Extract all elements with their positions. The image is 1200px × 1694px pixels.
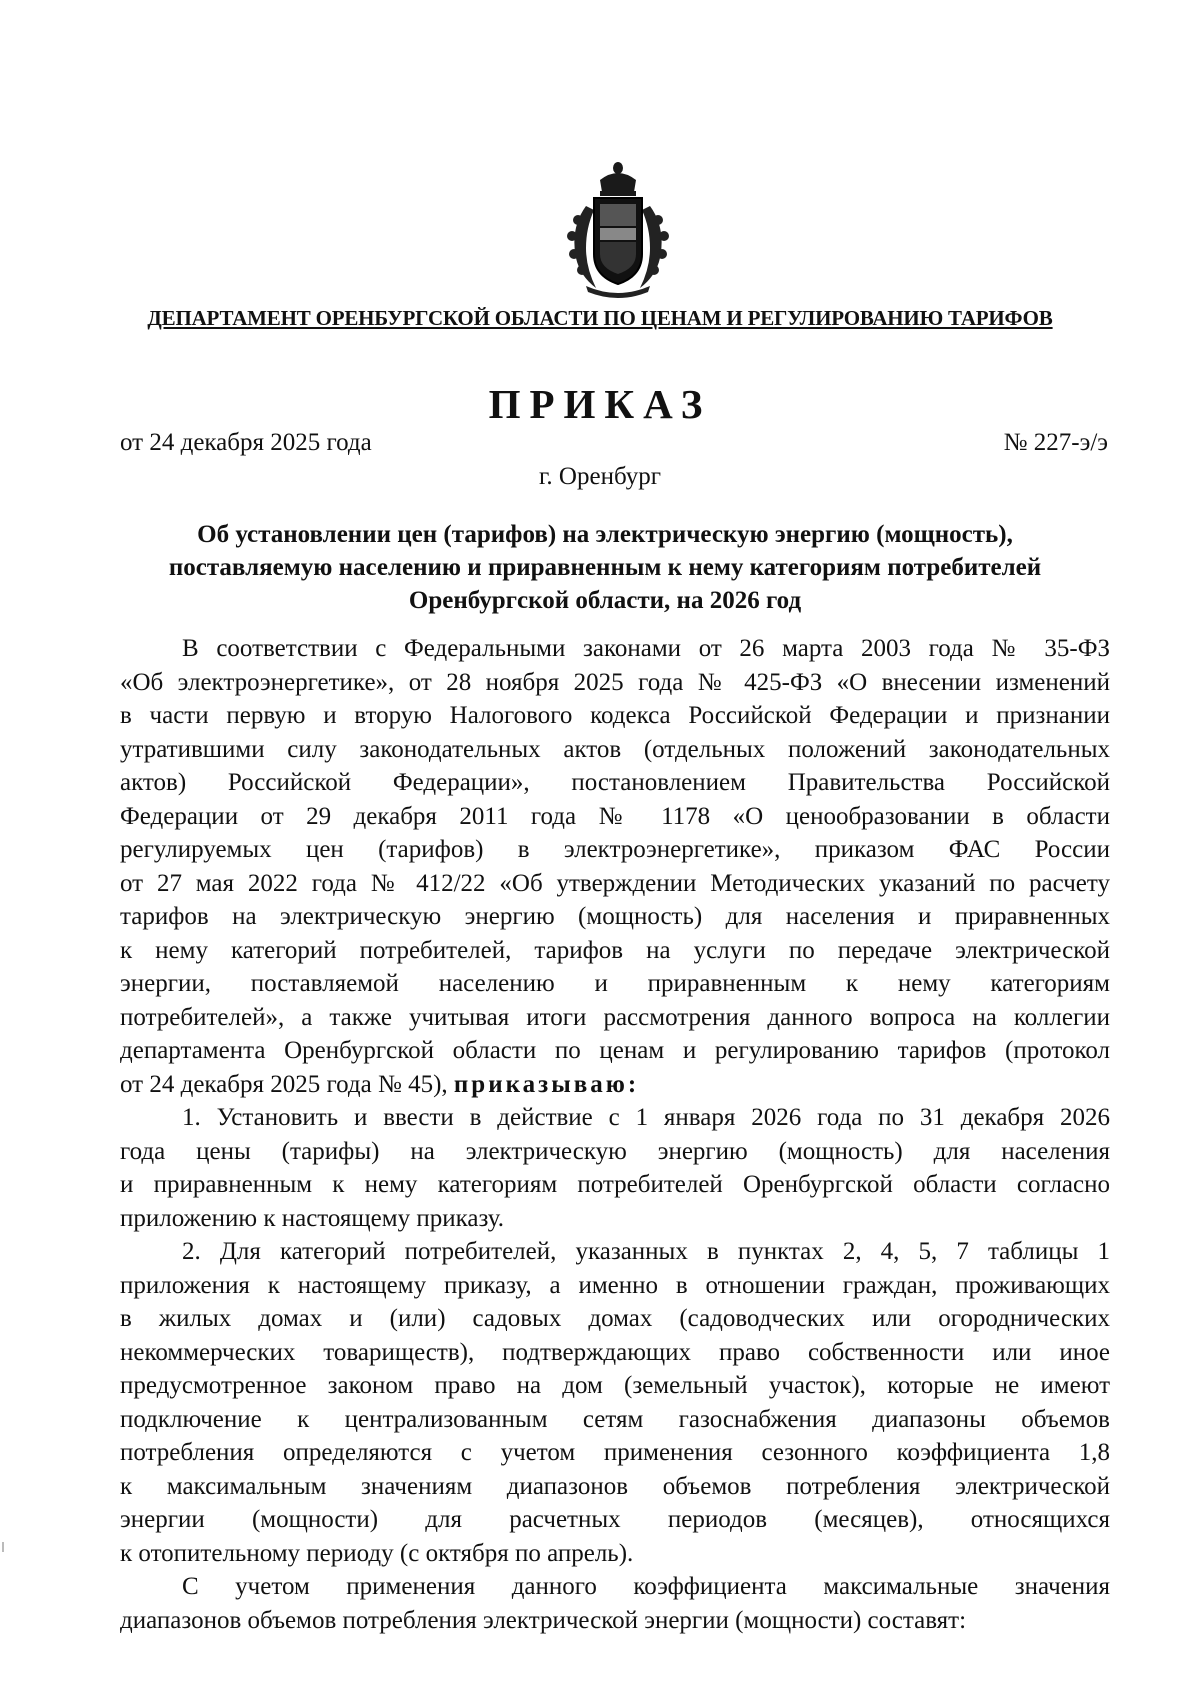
body-line: потребителей», а также учитывая итоги рассмотрения данного вопроса на коллегии (120, 1003, 1110, 1031)
document-city: г. Оренбург (539, 463, 661, 490)
title-line: поставляемую населению и приравненным к нему категориям потребителей (168, 554, 1042, 581)
body-line: и приравненным к нему категориям потребителей Оренбургской области согласно (120, 1171, 1110, 1198)
body-line: к нему категорий потребителей, тарифов на услуги по передаче электрической (120, 936, 1110, 964)
document-date: от 24 декабря 2025 года (120, 429, 372, 456)
body-line: актов) Российской Федерации», постановлением Правительства Российской (120, 769, 1110, 796)
body-line: к отопительному периоду (с октября по апрель). (120, 1539, 634, 1567)
body-line: 2. Для категорий потребителей, указанных в пунктах 2, 4, 5, 7 таблицы 1 (182, 1238, 1110, 1265)
body-line: С учетом применения данного коэффициента максимальные значения (182, 1573, 1110, 1600)
body-line: «Об электроэнергетике», от 28 ноября 2025 года № 425-ФЗ «О внесении изменений (120, 668, 1110, 696)
body-line: утратившими силу законодательных актов (отдельных положений законодательных (120, 735, 1110, 763)
document-type-heading: ПРИКАЗ (488, 381, 712, 427)
document-number: № 227-э/э (1003, 429, 1108, 456)
document-body (120, 632, 1110, 1637)
title-line: Об установлении цен (тарифов) на электрическую энергию (мощность), (197, 521, 1013, 548)
scan-edge-mark (2, 1542, 4, 1552)
coat-of-arms-icon (556, 158, 680, 298)
body-line: департамента Оренбургской области по ценам и регулированию тарифов (протокол (120, 1037, 1110, 1064)
decree-word: приказываю: (453, 1070, 640, 1098)
body-line: приложения к настоящему приказу, а именно в отношении граждан, проживающих (120, 1271, 1110, 1299)
document-title (130, 518, 1080, 617)
body-line: тарифов на электрическую энергию (мощность) для населения и приравненных (120, 903, 1110, 930)
body-line: года цены (тарифы) на электрическую энергию (мощность) для населения (120, 1137, 1110, 1165)
body-line: Федерации от 29 декабря 2011 года № 1178 «О ценообразовании в области (120, 802, 1110, 830)
body-line: потребления определяются с учетом применения сезонного коэффициента 1,8 (120, 1439, 1110, 1466)
body-line: энергии (мощности) для расчетных периодов (месяцев), относящихся (120, 1506, 1110, 1533)
body-line: в части первую и вторую Налогового кодекса Российской Федерации и признании (120, 702, 1110, 729)
department-name: ДЕПАРТАМЕНТ ОРЕНБУРГСКОЙ ОБЛАСТИ ПО ЦЕНАМ И РЕГУЛИРОВАНИЮ ТАРИФОВ (147, 306, 1053, 330)
body-line: диапазонов объемов потребления электрической энергии (мощности) составят: (120, 1606, 967, 1634)
body-line: к максимальным значениям диапазонов объемов потребления электрической (120, 1472, 1110, 1500)
body-line: от 27 мая 2022 года № 412/22 «Об утверждении Методических указаний по расчету (120, 869, 1110, 897)
body-line: предусмотренное законом право на дом (земельный участок), которые не имеют (120, 1372, 1110, 1399)
body-line: 1. Установить и ввести в действие с 1 января 2026 года по 31 декабря 2026 (182, 1104, 1110, 1131)
body-line: некоммерческих товариществ), подтверждающих право собственности или иное (120, 1338, 1110, 1366)
body-line: регулируемых цен (тарифов) в электроэнергетике», приказом ФАС России (120, 836, 1110, 863)
body-line: В соответствии с Федеральными законами от 26 марта 2003 года № 35-ФЗ (182, 635, 1110, 662)
body-line: подключение к централизованным сетям газоснабжения диапазоны объемов (120, 1405, 1110, 1433)
title-line: Оренбургской области, на 2026 год (408, 587, 802, 614)
body-line-decree (120, 1068, 1110, 1102)
body-line: энергии, поставляемой населению и приравненным к нему категориям (120, 970, 1110, 997)
body-line-text: от 24 декабря 2025 года № 45), (120, 1070, 448, 1098)
body-line: в жилых домах и (или) садовых домах (садоводческих или огороднических (120, 1305, 1110, 1332)
body-line: приложению к настоящему приказу. (120, 1204, 505, 1232)
